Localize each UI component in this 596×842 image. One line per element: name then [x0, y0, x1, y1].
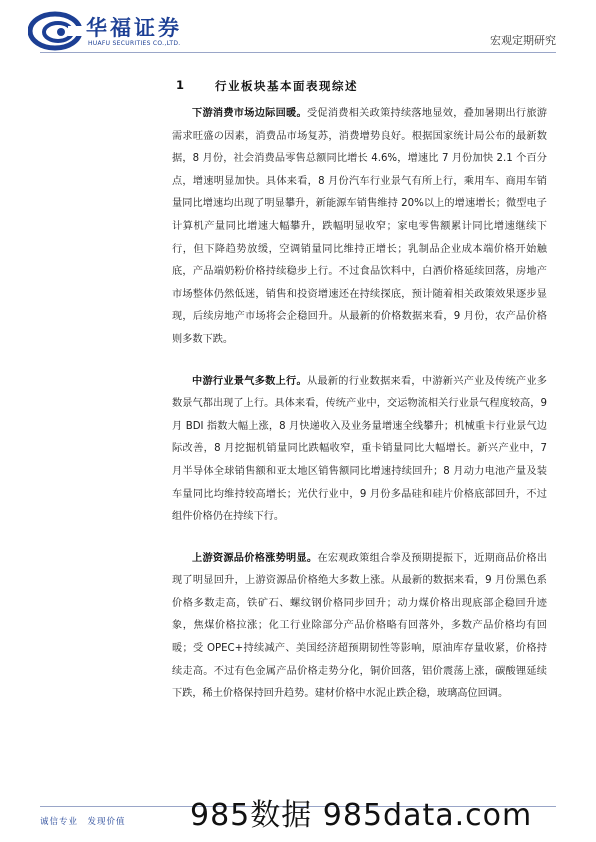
- paragraph-lead: 下游消费市场边际回暖。: [192, 108, 307, 119]
- footer-slogan: 诚信专业 发现价值: [40, 817, 126, 827]
- paragraph-body: 在宏观政策组合拳及预期提振下，近期商品价格出现了明显回升，上游资源品价格绝大多数上涨。从最新的数据来看，9 月份黑色系价格多数走高，铁矿石、螺纹钢价格同步回升；动力煤价格出现底部企稳回升迹象，焦煤价格拉涨；化工行业除部分产品价格略有回落外，多数产品价格均有回暖；受 OPEC+持续减产、美国经济超预期韧性等影响，原油库存量收紧，价格持续走高。不过有色金属产品价格走势分化，铜价回落，铝价震荡上涨，碳酸锂延续下跌，稀土价格保持回升趋势。建材价格中水泥止跌企稳，玻璃高位回调。: [172, 552, 548, 700]
- section-number: 1: [176, 78, 185, 92]
- company-logo: [28, 10, 228, 52]
- logo-chinese-name: 华福证券: [86, 15, 182, 40]
- paragraph-body: 从最新的行业数据来看，中游新兴产业及传统产业多数景气都出现了上行。具体来看，传统产业中，交运物流相关行业景气程度较高，9 月 BDI 指数大幅上涨，8 月快递收入及业务量增速全线攀升；机械重卡行业景气边际改善，8 月挖掘机销量同比跌幅收窄，重卡销量同比大幅增长。新兴产业中，7 月半导体全球销售额和亚太地区销售额同比增速持续回升；8 月动力电池产量及装车量同比均维持较高增长；光伏行业中，9 月份多晶硅和硅片价格底部回升，不过组件价格仍在持续下行。: [172, 375, 547, 523]
- body-content: [172, 103, 547, 725]
- huafu-logo-icon: [28, 10, 84, 52]
- logo-english-name: HUAFU SECURITIES CO.,LTD.: [88, 40, 181, 47]
- header-divider: [40, 52, 556, 53]
- report-type-label: 宏观定期研究: [490, 34, 556, 47]
- page-header: [0, 0, 596, 62]
- paragraph-body: 受促消费相关政策持续落地显效，叠加暑期出行旅游需求旺盛の因素，消费品市场复苏，消费增势良好。根据国家统计局公布的最新数据，8 月份，社会消费品零售总额同比增长 4.6%，增速比 7 月份加快 2.1 个百分点，增速明显加快。具体来看，8 月份汽车行业景气有所上行，乘用车、商用车销量同比增速均出现了明显攀升，新能源车销售维持 20%以上的增速增长；微型电子计算机产量同比增速大幅攀升，跌幅明显收窄；家电零售额累计同比增速继续下行，但下降趋势放缓，空调销量同比维持正增长；乳制品企业成本端价格开始触底，产品端奶粉价格持续稳步上行。不过食品饮料中，白酒价格延续回落，房地产市场整体仍然低迷，销售和投资增速还在持续探底，预计随着相关政策效果逐步显现，后续房地产市场将会企稳回升。从最新的价格数据来看，9 月份，农产品价格则多数下跌。: [172, 108, 547, 345]
- paragraph-midstream: [172, 371, 547, 529]
- paragraph-downstream: [172, 103, 547, 352]
- section-title: 行业板块基本面表现综述: [215, 79, 358, 93]
- paragraph-lead: 上游资源品价格涨势明显。: [192, 552, 318, 564]
- watermark: 985数据 985data.com: [190, 798, 533, 833]
- paragraph-lead: 中游行业景气多数上行。: [192, 375, 307, 387]
- paragraph-upstream: [172, 548, 547, 706]
- section-heading: [0, 78, 596, 96]
